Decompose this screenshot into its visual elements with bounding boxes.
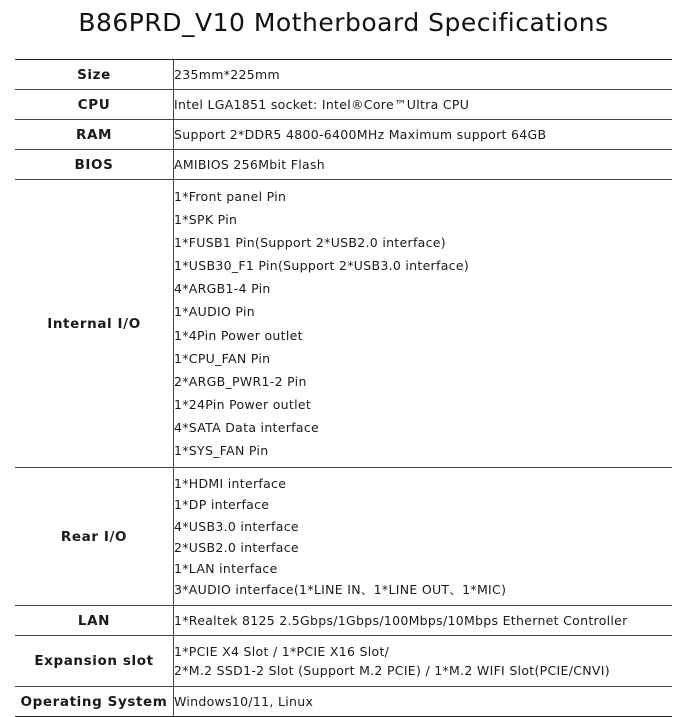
spec-value-line: Intel LGA1851 socket: Intel®Core™Ultra CPU: [174, 97, 470, 112]
spec-value-line: AMIBIOS 256Mbit Flash: [174, 157, 326, 172]
spec-label: Expansion slot: [15, 636, 174, 687]
spec-value: [174, 90, 673, 120]
spec-value: [174, 180, 673, 468]
spec-row-size: [15, 60, 672, 90]
spec-value: [174, 150, 673, 180]
spec-value-line: 1*CPU_FAN Pin: [174, 350, 271, 366]
spec-value-line: 1*HDMI interface: [174, 476, 287, 492]
spec-value-line: Support 2*DDR5 4800-6400MHz Maximum support 64GB: [174, 127, 547, 142]
spec-row-cpu: [15, 90, 672, 120]
spec-value-line: 1*LAN interface: [174, 560, 278, 576]
spec-value: [174, 120, 673, 150]
spec-row-lan: [15, 606, 672, 636]
spec-value: [174, 606, 673, 636]
spec-value-line: Windows10/11, Linux: [174, 694, 314, 710]
spec-value: [174, 468, 673, 606]
spec-label: LAN: [15, 606, 174, 636]
spec-value-line: 2*M.2 SSD1-2 Slot (Support M.2 PCIE) / 1*M.2 WIFI Slot(PCIE/CNVI): [174, 663, 610, 679]
spec-value-line: 4*ARGB1-4 Pin: [174, 281, 271, 297]
spec-row-ram: [15, 120, 672, 150]
spec-value-line: 1*4Pin Power outlet: [174, 327, 303, 343]
spec-row-expansion-slot: [15, 636, 672, 687]
spec-value-line: 1*DP interface: [174, 497, 270, 513]
spec-label: RAM: [15, 120, 174, 150]
spec-value-line: 1*SYS_FAN Pin: [174, 443, 269, 459]
spec-value: [174, 636, 673, 687]
spec-label: CPU: [15, 90, 174, 120]
spec-value-line: 1*SPK Pin: [174, 212, 238, 228]
spec-label: Internal I/O: [15, 180, 174, 468]
spec-table: [15, 59, 672, 717]
spec-value-line: 3*AUDIO interface(1*LINE IN、1*LINE OUT、1*MIC): [174, 582, 507, 598]
spec-value-line: 4*USB3.0 interface: [174, 518, 299, 534]
spec-label: Rear I/O: [15, 468, 174, 606]
spec-row-internal-io: [15, 180, 672, 468]
spec-label: Operating System: [15, 687, 174, 717]
spec-label: BIOS: [15, 150, 174, 180]
spec-value: [174, 60, 673, 90]
page-title: B86PRD_V10 Motherboard Specifications: [78, 8, 609, 37]
spec-value-line: 4*SATA Data interface: [174, 419, 320, 435]
spec-value-line: 1*24Pin Power outlet: [174, 396, 312, 412]
spec-value: [174, 687, 673, 717]
spec-value-line: 2*ARGB_PWR1-2 Pin: [174, 373, 307, 389]
spec-value-line: 2*USB2.0 interface: [174, 539, 299, 555]
spec-label: Size: [15, 60, 174, 90]
spec-row-rear-io: [15, 468, 672, 606]
spec-value-line: 1*Front panel Pin: [174, 189, 287, 204]
spec-value-line: 1*AUDIO Pin: [174, 304, 255, 320]
spec-value-line: 1*USB30_F1 Pin(Support 2*USB3.0 interface): [174, 258, 469, 274]
spec-value-line: 1*PCIE X4 Slot / 1*PCIE X16 Slot/: [174, 644, 390, 660]
spec-value-line: 235mm*225mm: [174, 67, 280, 82]
spec-value-line: 1*Realtek 8125 2.5Gbps/1Gbps/100Mbps/10Mbps Ethernet Controller: [174, 613, 628, 629]
spec-row-operating-system: [15, 687, 672, 717]
spec-value-line: 1*FUSB1 Pin(Support 2*USB2.0 interface): [174, 235, 446, 251]
spec-row-bios: [15, 150, 672, 180]
